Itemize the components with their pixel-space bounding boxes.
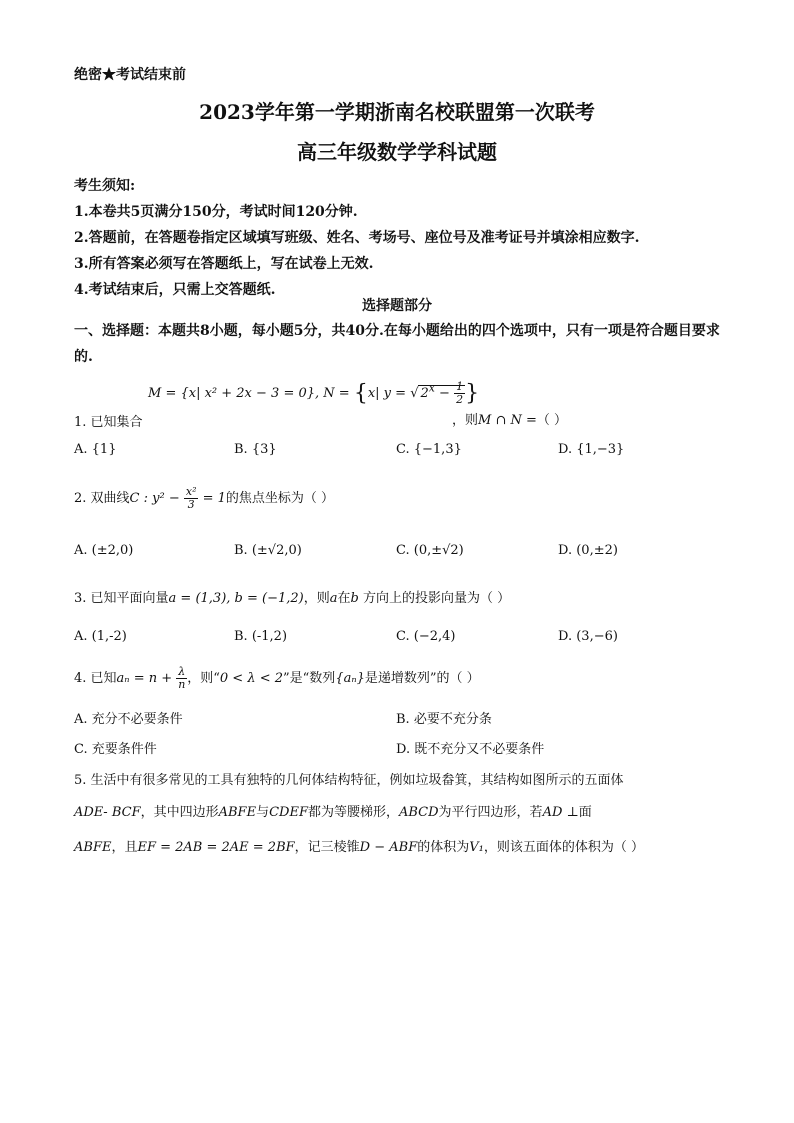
q1-stem-prefix: 1. 已知集合 [74,415,143,430]
q5-face: ABFE [74,840,112,855]
note-item: 4.考试结束后，只需上交答题纸. [74,282,276,298]
q1-exponent: x [428,381,435,395]
exam-subtitle: 高三年级数学学科试题 [297,140,497,164]
q5-quad-cdef: CDEF [269,805,308,820]
q2-option-b: B. (±√2,0) [234,543,302,558]
q5-l2-t3: 都为等腰梯形， [307,805,399,820]
q3-option-d: D. (3,−6) [558,629,618,644]
q5-perp: AD ⊥ [542,805,579,820]
q1-option-c: C. {−1,3} [396,442,462,457]
q4-option-d: D. 既不充分又不必要条件 [396,742,545,757]
q1-frac-num: 1 [456,380,464,393]
q3-mid2: 在 [337,591,351,606]
q4-sequence: {aₙ} [335,671,365,686]
q5-pyramid: D − ABF [359,840,418,855]
q1-paren: （ ） [536,413,568,428]
q4-stem [74,666,480,691]
q5-lengths: EF = 2AB = 2AE = 2BF [137,840,295,855]
candidate-notes [74,173,640,303]
q5-l3-t3: 的体积为 [417,840,470,855]
q4-expr-a: aₙ = n + [116,671,173,686]
note-item: 2.答题前，在答题卷指定区域填写班级、姓名、考场号、座位号及准考证号并填涂相应数字. [74,230,640,246]
q5-l2-t5: 面 [578,805,592,820]
q3-vector-a: a [329,591,338,606]
q4-option-b: B. 必要不充分条 [396,712,492,727]
q3-mid: ，则 [303,591,330,606]
q5-l3-t1: ，且 [111,840,138,855]
q1-set-expression: M = {x| x² + 2x − 3 = 0}, N = {x| y = √ 2$^x$ − $\frac{1}{2}$ } [148,380,480,406]
q3-option-b: B. (‑1,2) [234,629,288,644]
confidential-label: 绝密★考试结束前 [74,67,186,83]
q1-option-a: A. {1} [74,442,117,457]
q3-option-c: C. (−2,4) [396,629,456,644]
q5-solid: ADE‑ BCF [74,805,141,820]
q2-prefix: 2. 双曲线 [74,491,130,506]
q1-set-m: M = {x| x² + 2x − 3 = 0}, N = [148,386,350,401]
q4-prefix: 4. 已知 [74,671,117,686]
q2-frac-num: x² [185,485,197,498]
q1-radicand: 2 [420,386,429,401]
q3-stem [74,587,510,606]
q2-option-d: D. (0,±2) [558,543,618,558]
q4-condition: 0 < λ < 2 [219,671,284,686]
q1-option-b: B. {3} [234,442,277,457]
q3-option-a: A. (1,‑2) [74,629,127,644]
q1-option-d: D. {1,−3} [558,442,625,457]
q5-l2-t1: ，其中四边形 [140,805,219,820]
q3-suffix: 方向上的投影向量为（ ） [363,591,511,606]
q1-fraction [454,381,465,406]
q4-option-c: C. 充要条件件 [74,742,157,757]
q4-suffix: 是递增数列”的（ ） [364,671,480,686]
q5-quad-abcd: ABCD [398,805,439,820]
q4-option-a: A. 充分不必要条件 [74,712,183,727]
q1-frac-den: 2 [456,393,464,406]
q4-mid: ，则“ [187,671,220,686]
q2-expr-a: C : y² − [129,491,180,506]
q2-frac-den: 3 [187,498,195,511]
q2-option-a: A. (±2,0) [74,543,134,558]
q2-suffix: 的焦点坐标为（ ） [225,491,335,506]
exam-title: 2023学年第一学期浙南名校联盟第一次联考 [199,100,595,124]
note-item: 3.所有答案必须写在答题纸上，写在试卷上无效. [74,256,374,272]
q3-vectors: a = (1,3), b = (−1,2) [168,591,304,606]
q4-frac-den: n [178,678,186,691]
q2-stem [74,486,334,511]
q5-line-3 [74,836,644,855]
q2-option-c: C. (0,±√2) [396,543,464,558]
notes-heading: 考生须知: [74,178,136,194]
q1-set-n-lead: x| y = [367,386,407,401]
q5-line-2 [74,801,592,820]
q3-vector-b: b [350,591,359,606]
q4-fraction [176,666,187,691]
q5-volume: V₁ [469,840,484,855]
q5-l3-t2: ，记三棱锥 [294,840,360,855]
q1-minus: − [439,386,450,401]
q2-expr-b: = 1 [202,491,226,506]
q1-intersection: M ∩ N = [478,413,537,428]
q5-l3-t4: ，则该五面体的体积为（ ） [483,840,644,855]
q1-suffix-text: ，则 [452,413,479,428]
q5-quad-abfe: ABFE [218,805,257,820]
q4-frac-num: λ [178,665,186,678]
q5-l2-t2: 与 [256,805,270,820]
note-item: 1.本卷共5页满分150分，考试时间120分钟. [74,204,358,220]
q1-stem-suffix [452,409,567,428]
section-title: 选择题部分 [362,298,432,314]
q2-fraction [184,486,199,511]
q4-mid2: ”是“数列 [283,671,336,686]
q3-prefix: 3. 已知平面向量 [74,591,169,606]
section-instruction: 一、选择题：本题共8小题，每小题5分，共40分.在每小题给出的四个选项中，只有一项是符合题目要求的. [74,323,720,365]
q5-line-1: 5. 生活中有很多常见的工具有独特的几何体结构特征，例如垃圾畚箕，其结构如图所示的五面体 [74,773,624,788]
q5-l2-t4: 为平行四边形，若 [438,805,543,820]
